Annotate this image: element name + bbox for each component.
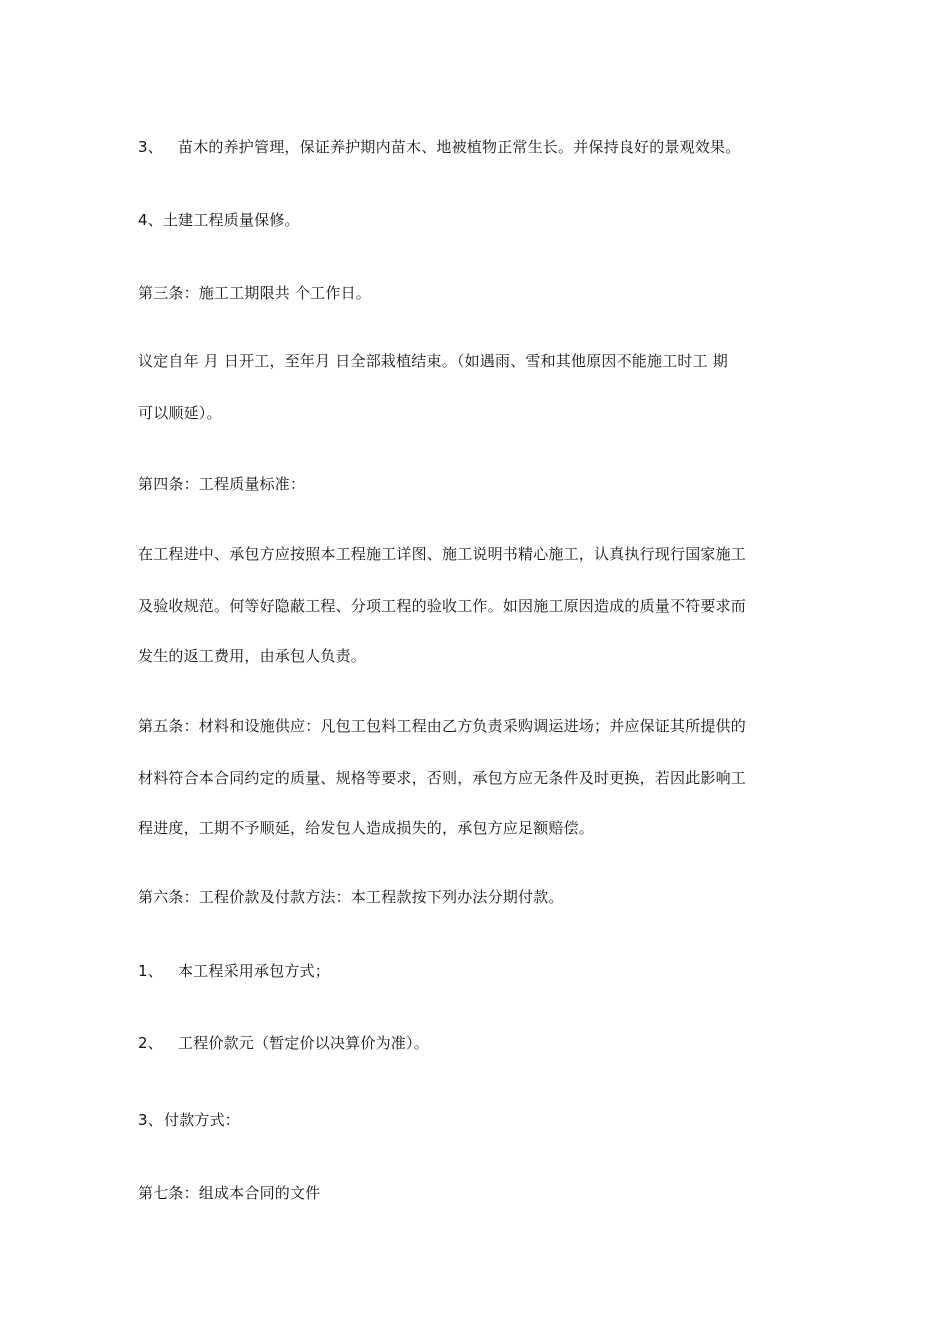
paragraph-text: 及验收规范。何等好隐蔽工程、分项工程的验收工作。如因施工原因造成的质量不符要求而 bbox=[138, 597, 747, 615]
article-text: 第四条：工程质量标准： bbox=[138, 475, 306, 493]
paragraph-text: 材料符合本合同约定的质量、规格等要求，否则，承包方应无条件及时更换，若因此影响工 bbox=[138, 769, 747, 787]
materials-line-3 bbox=[138, 818, 838, 838]
materials-line-1 bbox=[138, 716, 838, 736]
item-number: 1、 bbox=[138, 962, 163, 980]
payment-item-1 bbox=[138, 961, 838, 981]
paragraph-text: 可以顺延）。 bbox=[138, 404, 222, 422]
article-text: 第三条：施工工期限共 个工作日。 bbox=[138, 284, 371, 302]
item-text: 工程价款元（暂定价以决算价为准）。 bbox=[178, 1034, 429, 1052]
payment-item-3 bbox=[138, 1110, 838, 1130]
article-text: 第七条：组成本合同的文件 bbox=[138, 1184, 321, 1202]
schedule-line-1 bbox=[138, 351, 838, 371]
quality-line-1 bbox=[138, 544, 838, 564]
item-text: 苗木的养护管理，保证养护期内苗木、地被植物正常生长。并保持良好的景观效果。 bbox=[178, 138, 741, 156]
article-text: 第六条：工程价款及付款方法：本工程款按下列办法分期付款。 bbox=[138, 888, 564, 906]
article-7-heading bbox=[138, 1183, 838, 1203]
item-text: 付款方式： bbox=[164, 1111, 241, 1129]
item-text: 本工程采用承包方式； bbox=[178, 962, 331, 980]
item-number: 3、 bbox=[138, 1111, 163, 1129]
item-number: 3、 bbox=[138, 138, 163, 156]
item-text: 4、土建工程质量保修。 bbox=[138, 211, 300, 229]
item-4-warranty bbox=[138, 210, 838, 230]
article-4-heading bbox=[138, 474, 838, 494]
paragraph-text: 议定自年 月 日开工，至年月 日全部栽植结束。（如遇雨、雪和其他原因不能施工时工 期 bbox=[138, 352, 728, 370]
quality-line-3 bbox=[138, 646, 838, 666]
payment-item-2 bbox=[138, 1033, 838, 1053]
paragraph-text: 程进度，工期不予顺延，给发包人造成损失的，承包方应足额赔偿。 bbox=[138, 819, 595, 837]
paragraph-text: 第五条：材料和设施供应：凡包工包料工程由乙方负责采购调运进场；并应保证其所提供的 bbox=[138, 717, 747, 735]
materials-line-2 bbox=[138, 768, 838, 788]
paragraph-text: 在工程进中、承包方应按照本工程施工详图、施工说明书精心施工，认真执行现行国家施工 bbox=[138, 545, 747, 563]
item-3-maintenance bbox=[138, 137, 838, 157]
paragraph-text: 发生的返工费用，由承包人负责。 bbox=[138, 647, 367, 665]
quality-line-2 bbox=[138, 596, 838, 616]
item-number: 2、 bbox=[138, 1034, 163, 1052]
article-3-heading bbox=[138, 283, 838, 303]
article-6-heading bbox=[138, 887, 838, 907]
schedule-line-2 bbox=[138, 403, 838, 423]
